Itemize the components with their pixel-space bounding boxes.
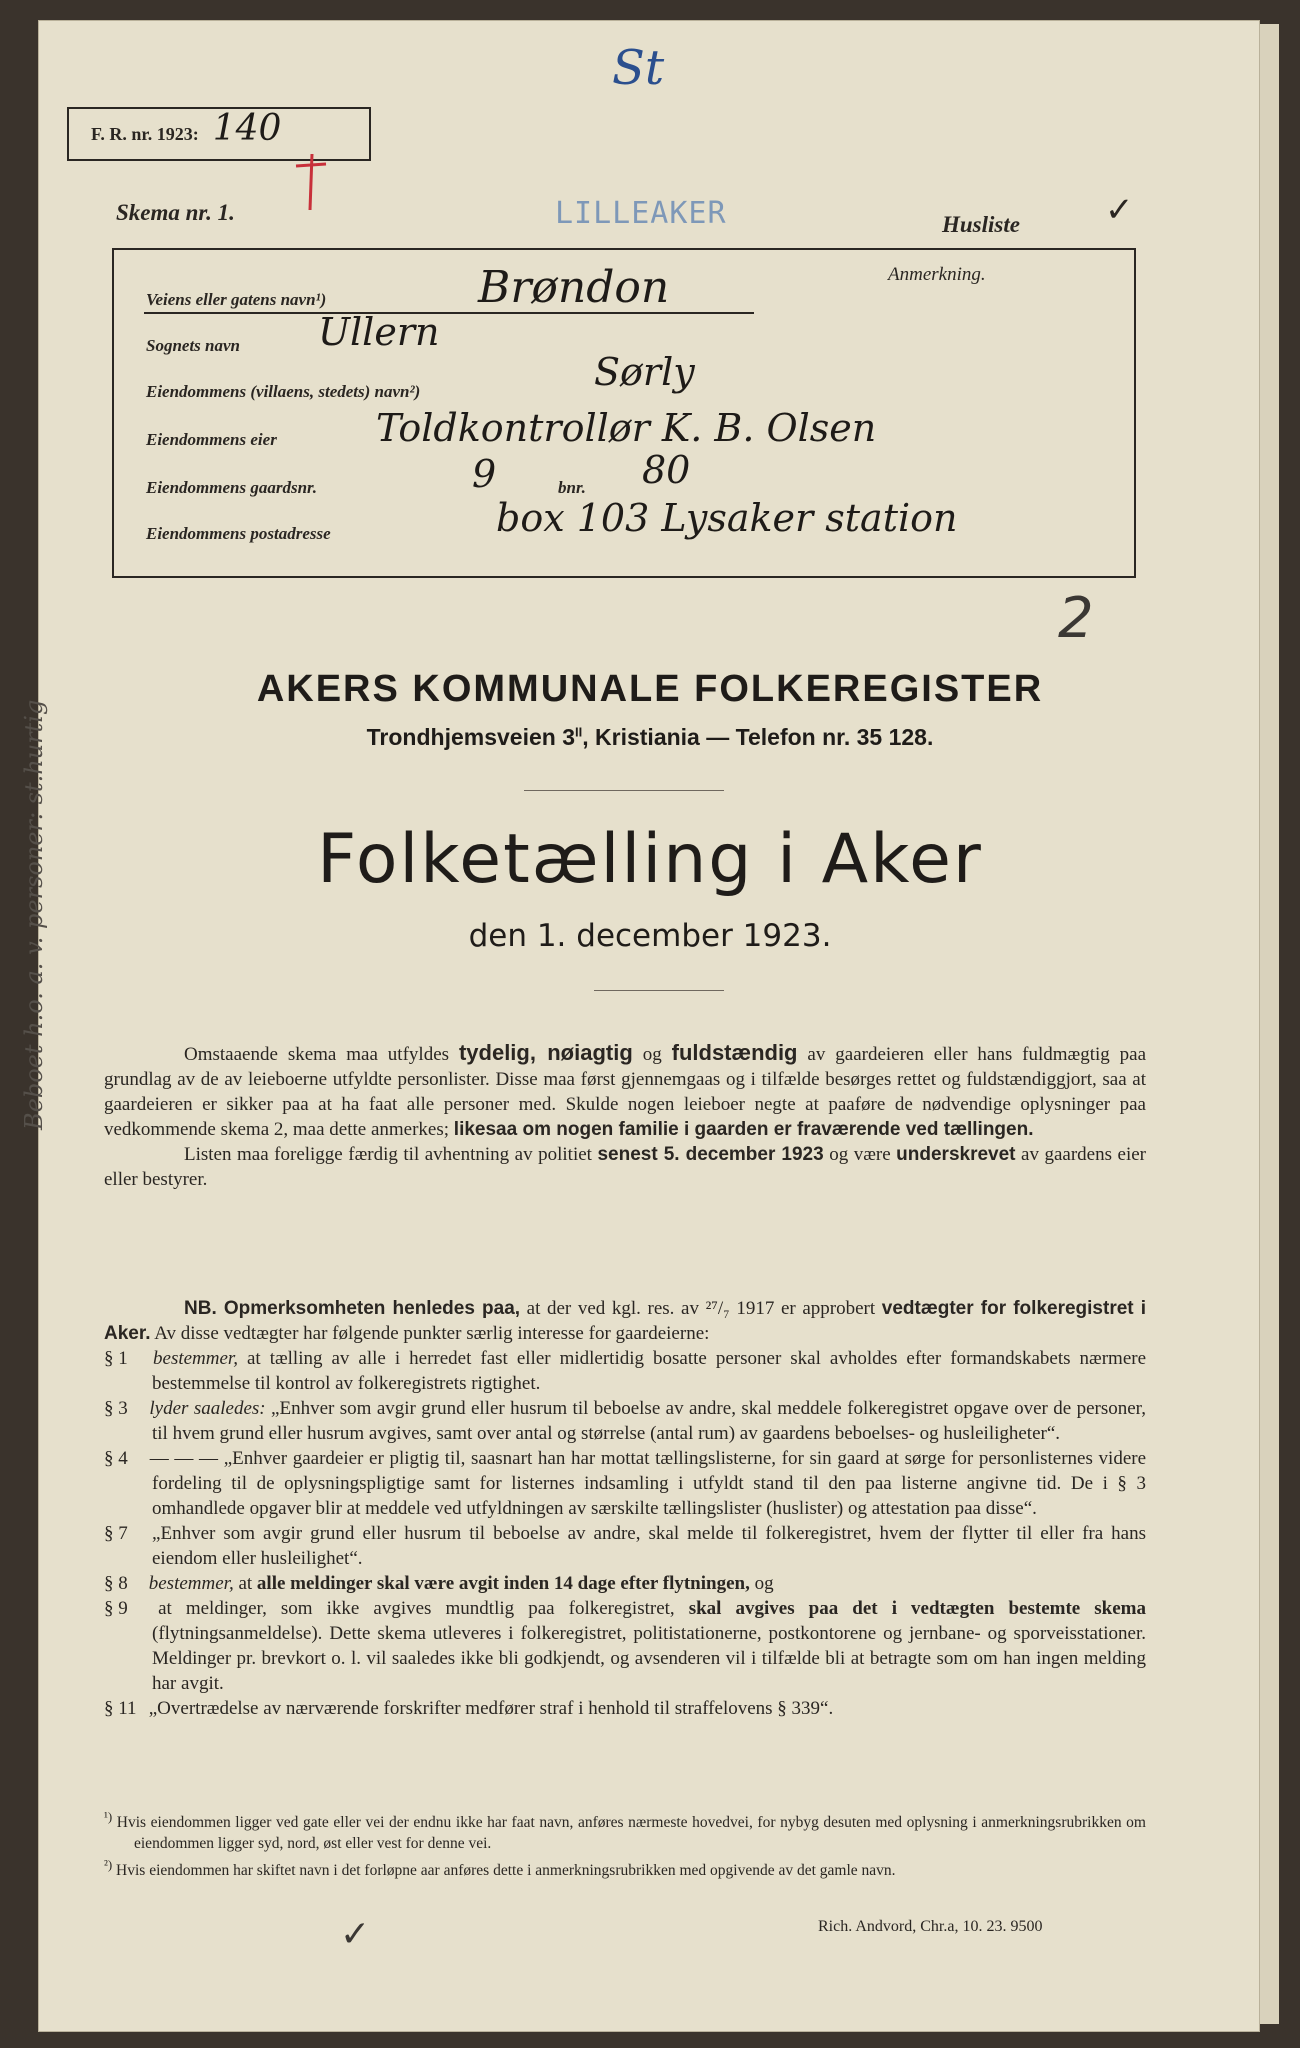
footnotes [104, 1806, 1146, 1881]
anmerkning-label: Anmerkning. [888, 264, 986, 285]
regulations-section [104, 1296, 1146, 1721]
owner-value: Toldkontrollør K. B. Olsen [376, 406, 877, 450]
section-7: § 7 „Enhver som avgir grund eller husrum til beboelse av andre, skal melde til folkeregistret, hvem der flytter til eller fra hans eiendom eller husleilighet“. [104, 1523, 1146, 1569]
check-mark-icon: ✓ [1105, 192, 1134, 229]
section-3: § 3 lyder saaledes: „Enhver som avgir grund eller husrum til beboelse av andre, skal meddele folkeregistret opgave over de personer, til hvem grund eller husrum avgives, samt over antal og størrelse (antal rum) av gaardens beboelses- og husleiligheter“. [104, 1398, 1146, 1444]
postal-address-value: box 103 Lysaker station [496, 496, 958, 540]
divider [524, 790, 724, 791]
postal-address-label: Eiendommens postadresse [146, 524, 331, 543]
owner-label: Eiendommens eier [146, 430, 277, 449]
nb-paragraph: NB. Opmerksomheten henledes paa, at der ved kgl. res. av ²⁷/₇ 1917 er approbert vedtægter for folkeregistret i Aker. Av disse vedtægter har følgende punkter særlig interesse for gaardeierne: [104, 1298, 1147, 1344]
farm-number-label: Eiendommens gaardsnr. [146, 478, 317, 497]
footnote-2: $^{^2)}$ Hvis eiendommen har skiftet navn i det forløpne aar anføres dette i anmerkningsrubrikken med opgivende av det gamle navn. [104, 1857, 896, 1880]
pencil-number: 2 [1058, 586, 1094, 651]
handwritten-initials: St [612, 40, 665, 96]
bnr-value: 80 [642, 448, 691, 492]
parish-label: Sognets navn [146, 336, 240, 355]
parish-value: Ullern [318, 310, 440, 354]
fr-label: F. R. nr. 1923: [91, 123, 199, 144]
farm-number-value: 9 [472, 452, 497, 496]
organization-name: AKERS KOMMUNALE FOLKEREGISTER [256, 668, 1044, 710]
organization-address: Trondhjemsveien $3^{II}$, Kristiania — Telefon nr. 35 128. [366, 724, 934, 750]
section-4: § 4 — — — „Enhver gaardeier er pligtig til, saasnart han har mottat tællingslisterne, for sin gaard at sørge for personlisternes videre fordeling til de oplysningspligtige samt for listernes indsamling i utfyldt stand til den paa listerne angivne tid. De i § 3 omhandlede opgaver blir at meddele ved utfyldningen av særskilte tællingslister (huslister) og attestation paa disse“. [104, 1448, 1147, 1519]
instructions [104, 1040, 1146, 1192]
bnr-label: bnr. [558, 478, 586, 497]
section-11: § 11 „Overtrædelse av nærværende forskrifter medfører straf i henhold til straffelovens § 339“. [104, 1698, 834, 1719]
skema-number: Skema nr. 1. [116, 200, 235, 225]
street-name-label: Veiens eller gatens navn¹) [146, 290, 327, 309]
deadline-paragraph: Listen maa foreligge færdig til avhentning av politiet senest 5. december 1923 og være underskrevet av gaardens eier eller bestyrer. [104, 1144, 1146, 1190]
census-date: den 1. december 1923. [468, 918, 832, 954]
red-cross-mark [294, 152, 328, 212]
district-stamp: LILLEAKER [555, 196, 727, 231]
property-name-label: Eiendommens (villaens, stedets) navn²) [146, 382, 421, 401]
husliste-label: Husliste [942, 212, 1020, 237]
street-name-value: Brøndon [478, 262, 670, 313]
margin-note: Beboet h.o. a. v. personer: st.hurtig [20, 699, 48, 1130]
divider [594, 990, 724, 991]
fr-value: 140 [212, 107, 282, 149]
instruction-paragraph: Omstaaende skema maa utfyldes tydelig, nøiagtig og fuldstændig av gaardeieren eller hans fuldmægtig paa grundlag av de av leieboerne utfyldte personlister. Disse maa først gjennemgaas og i tilfælde besørges rettet og fuldstændiggjort, saa at gaardeieren er sikker paa at ha faat alle personer med. Skulde nogen leieboer negte at paaføre de nødvendige oplysninger paa vedkommende skema 2, maa dette anmerkes; likesaa om nogen familie i gaarden er fraværende ved tællingen. [104, 1040, 1147, 1140]
section-1: § 1 bestemmer, at tælling av alle i herredet fast eller midlertidig bosatte personer skal avholdes efter formandskabets nærmere bestemmelse til kontrol av folkeregistrets rigtighet. [104, 1348, 1147, 1394]
pencil-check-icon: ✓ [340, 1914, 371, 1955]
section-9: § 9 at meldinger, som ikke avgives mundtlig paa folkeregistret, skal avgives paa det i vedtægten bestemte skema (flytningsanmeldelse). Dette skema utleveres i folkeregistret, politistationerne, postkontorene og jernbane- og sporveisstationer. Meldinger pr. brevkort o. l. vil saaledes ikke bli godkjendt, og avsenderen vil i tilfælde bli at betragte som om han ingen melding har avgit. [104, 1598, 1146, 1694]
footnote-1: $^{^1)}$ Hvis eiendommen ligger ved gate eller vei der endnu ikke har faat navn, anføres nærmeste hovedvei, for nybyg desuten med oplysning i anmerkningsrubrikken om eiendommen ligger syd, nord, øst eller vest for denne vei. [104, 1809, 1146, 1853]
page-title: Folketælling i Aker [317, 820, 983, 899]
section-8: § 8 bestemmer, at alle meldinger skal være avgit inden 14 dage efter flytningen, og [104, 1573, 774, 1594]
property-name-value: Sørly [594, 350, 695, 394]
printer-imprint: Rich. Andvord, Chr.a, 10. 23. 9500 [818, 1918, 1043, 1935]
